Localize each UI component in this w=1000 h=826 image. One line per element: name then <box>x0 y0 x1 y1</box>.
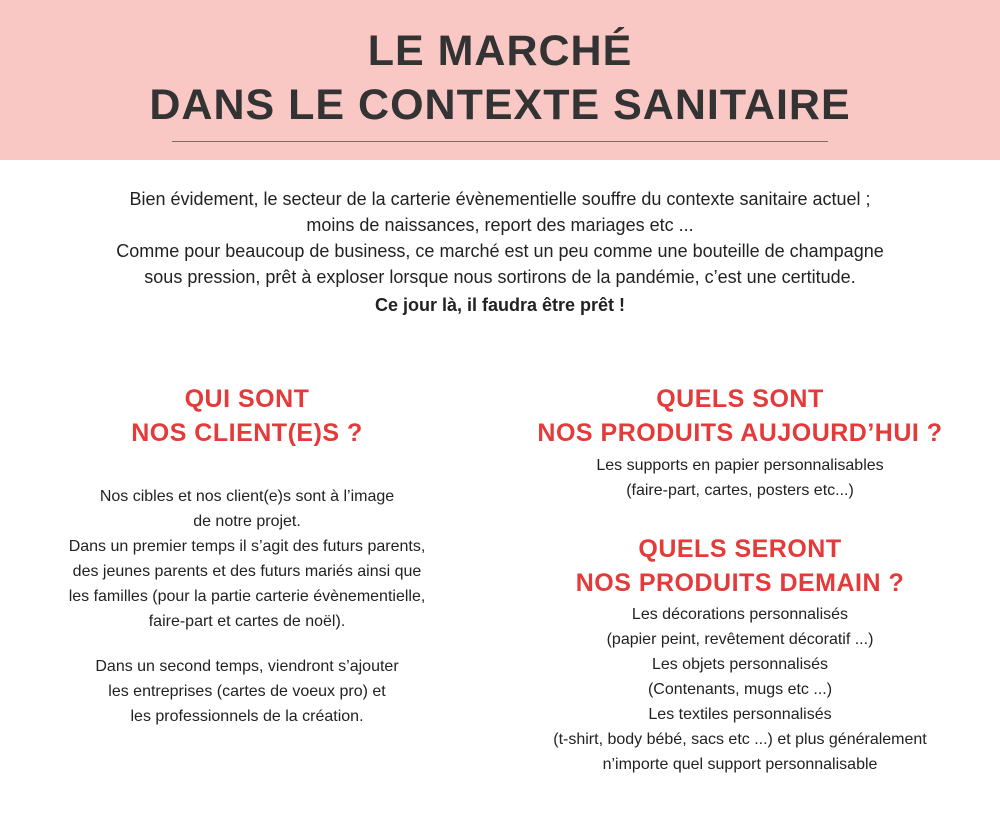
products-today-text <box>490 453 990 503</box>
products-today-heading-line-2: NOS PRODUITS AUJOURD’HUI ? <box>537 419 943 447</box>
intro-line: Bien évidement, le secteur de la carterie évènementielle souffre du contexte sanitaire actuel ; <box>129 189 871 209</box>
intro-line: moins de naissances, report des mariages etc ... <box>306 215 694 235</box>
clients-line: Nos cibles et nos client(e)s sont à l’image <box>99 488 395 505</box>
products-tomorrow-line: (Contenants, mugs etc ...) <box>647 681 833 698</box>
header-banner <box>0 0 1000 160</box>
clients-line: les entreprises (cartes de voeux pro) et <box>108 683 386 700</box>
clients-line: les professionnels de la création. <box>130 708 364 725</box>
products-tomorrow-line: Les textiles personnalisés <box>648 706 832 723</box>
clients-line: Dans un second temps, viendront s’ajouter <box>95 658 399 675</box>
clients-line: faire-part et cartes de noël). <box>148 613 346 630</box>
clients-line: des jeunes parents et des futurs mariés ainsi que <box>72 563 422 580</box>
clients-line: les familles (pour la partie carterie évènementielle, <box>68 588 426 605</box>
products-tomorrow-heading <box>490 532 990 600</box>
products-tomorrow-line: (t-shirt, body bébé, sacs etc ...) et plus généralement <box>553 731 927 748</box>
products-today-heading-line-1: QUELS SONT <box>656 385 824 413</box>
clients-heading-line-2: NOS CLIENT(E)S ? <box>131 419 363 447</box>
intro-line: Comme pour beaucoup de business, ce marché est un peu comme une bouteille de champagne <box>116 241 884 261</box>
products-tomorrow-heading-line-2: NOS PRODUITS DEMAIN ? <box>575 569 905 597</box>
clients-heading <box>0 382 494 450</box>
products-tomorrow-line: Les objets personnalisés <box>651 656 829 673</box>
clients-line: Dans un premier temps il s’agit des futurs parents, <box>68 538 426 555</box>
products-tomorrow-heading-line-1: QUELS SERONT <box>638 535 842 563</box>
intro-line: sous pression, prêt à exploser lorsque nous sortirons de la pandémie, c’est une certitude. <box>144 267 856 287</box>
products-today-line: Les supports en papier personnalisables <box>596 457 884 474</box>
products-tomorrow-line: Les décorations personnalisés <box>631 606 849 623</box>
products-tomorrow-text <box>490 602 990 777</box>
page-title-line-1: LE MARCHÉ <box>367 27 633 75</box>
intro-emphasis: Ce jour là, il faudra être prêt ! <box>374 295 626 315</box>
products-today-line: (faire-part, cartes, posters etc...) <box>626 482 854 499</box>
page-title-line-2: DANS LE CONTEXTE SANITAIRE <box>149 81 851 129</box>
products-tomorrow-line: n’importe quel support personnalisable <box>602 756 878 773</box>
clients-paragraph-1 <box>0 484 494 634</box>
clients-line: de notre projet. <box>193 513 301 530</box>
header-divider <box>172 141 828 142</box>
intro-paragraph <box>0 186 1000 318</box>
products-tomorrow-line: (papier peint, revêtement décoratif ...) <box>606 631 874 648</box>
clients-paragraph-2 <box>0 654 494 729</box>
page-title <box>0 24 1000 132</box>
clients-heading-line-1: QUI SONT <box>184 385 310 413</box>
products-today-heading <box>490 382 990 450</box>
